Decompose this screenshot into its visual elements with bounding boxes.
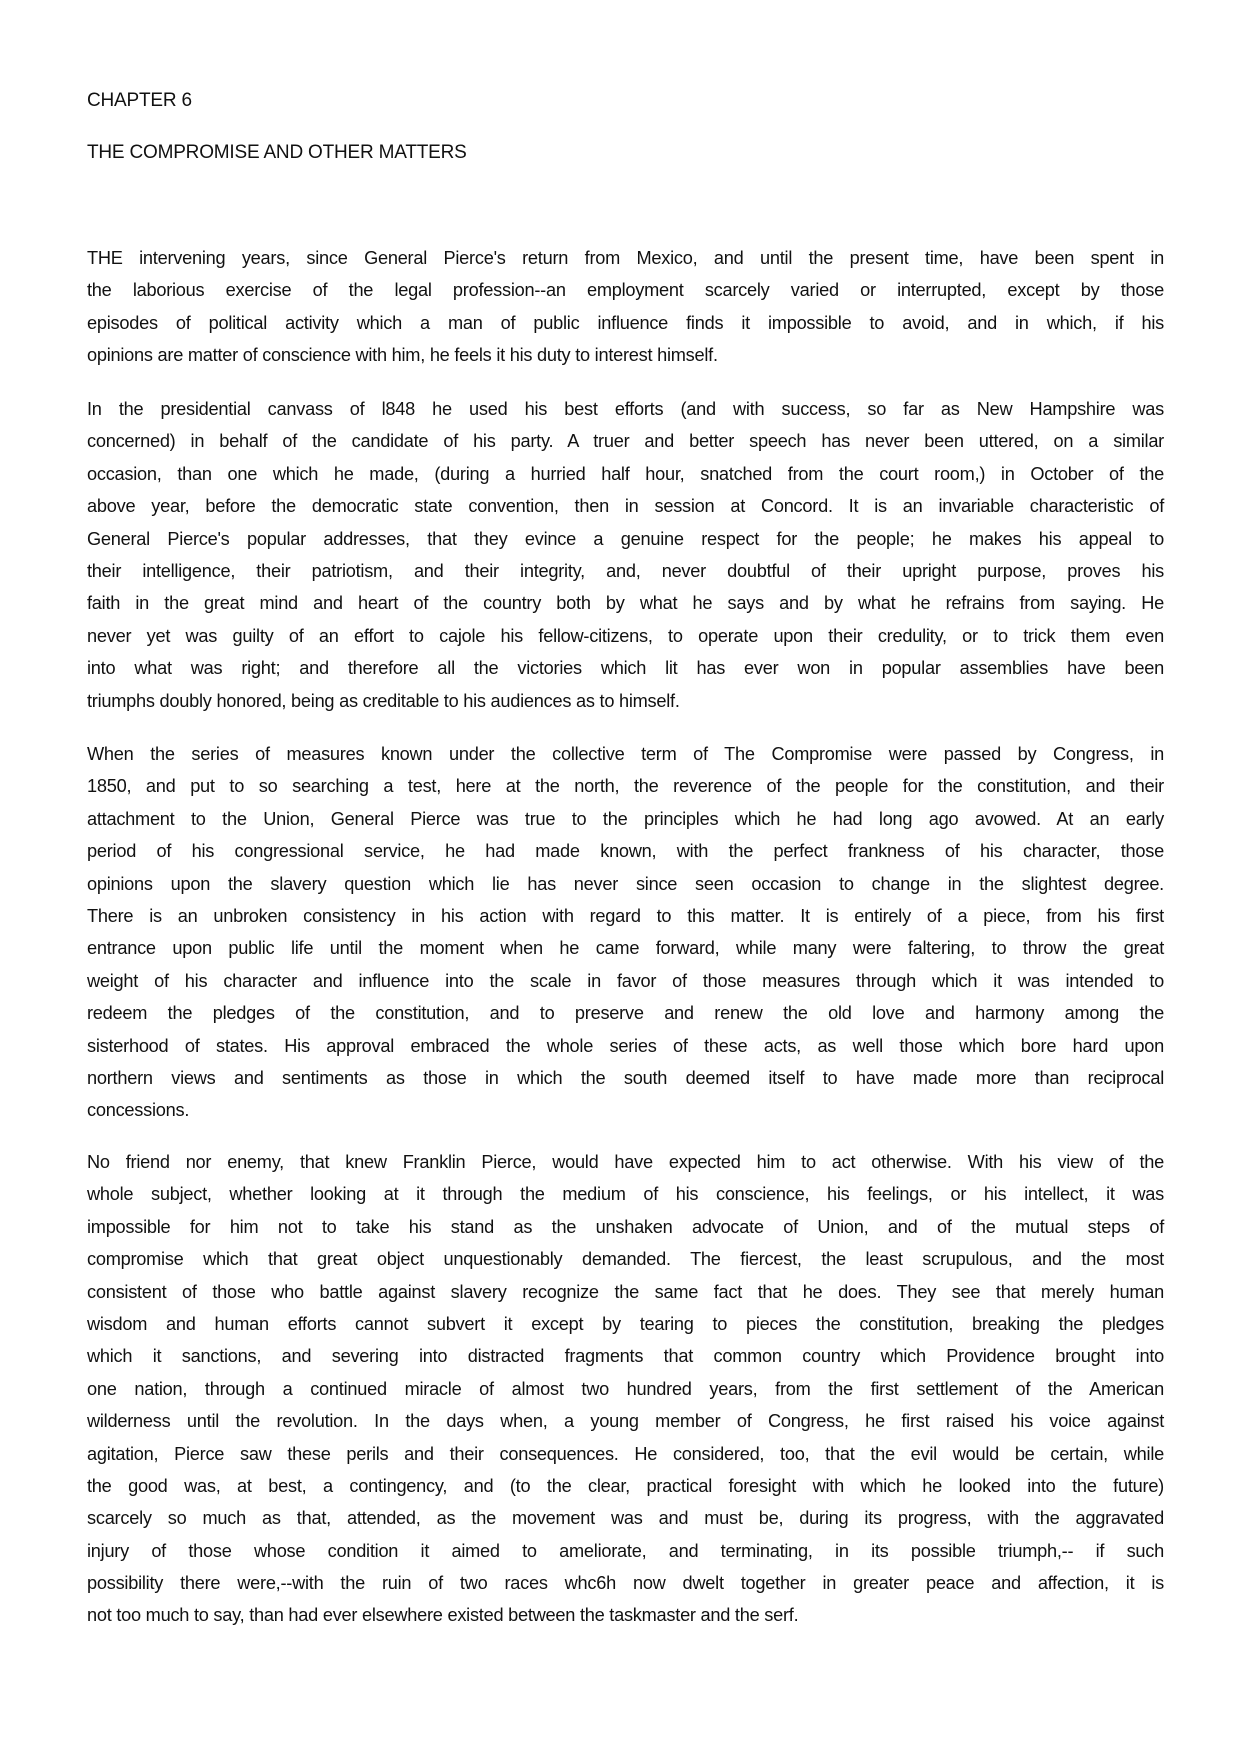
text-line: compromise which that great object unquestionably demanded. The fiercest, the least scrupulous, and the most [87, 1249, 1164, 1270]
text-line: agitation, Pierce saw these perils and their consequences. He considered, too, that the evil would be certain, while [87, 1443, 1164, 1464]
text-line: not too much to say, than had ever elsewhere existed between the taskmaster and the serf. [87, 1605, 799, 1626]
text-line: 1850, and put to so searching a test, here at the north, the reverence of the people for the constitution, and their [87, 776, 1164, 797]
text-line: their intelligence, their patriotism, and their integrity, and, never doubtful of their upright purpose, proves his [87, 560, 1164, 581]
text-line: opinions upon the slavery question which lie has never since seen occasion to change in the slightest degree. [87, 873, 1164, 894]
text-line: concessions. [87, 1100, 190, 1121]
text-line: never yet was guilty of an effort to cajole his fellow-citizens, to operate upon their credulity, or to trick them even [87, 625, 1164, 646]
text-line: which it sanctions, and severing into distracted fragments that common country which Providence brought into [87, 1346, 1164, 1367]
text-line: weight of his character and influence into the scale in favor of those measures through which it was intended to [87, 970, 1164, 991]
text-line: episodes of political activity which a man of public influence finds it impossible to avoid, and in which, if his [87, 312, 1164, 333]
text-line: wilderness until the revolution. In the days when, a young member of Congress, he first raised his voice against [87, 1411, 1164, 1432]
text-line: There is an unbroken consistency in his action with regard to this matter. It is entirely of a piece, from his first [87, 905, 1164, 926]
chapter-title: THE COMPROMISE AND OTHER MATTERS [87, 142, 467, 163]
text-line: one nation, through a continued miracle of almost two hundred years, from the first settlement of the American [87, 1378, 1164, 1399]
text-line: scarcely so much as that, attended, as the movement was and must be, during its progress, with the aggravated [87, 1508, 1164, 1529]
text-line: concerned) in behalf of the candidate of his party. A truer and better speech has never been uttered, on a similar [87, 431, 1164, 452]
text-line: When the series of measures known under the collective term of The Compromise were passed by Congress, in [87, 744, 1164, 764]
text-line: possibility there were,--with the ruin of two races whc6h now dwelt together in greater peace and affection, it is [87, 1573, 1164, 1594]
paragraph [87, 393, 1164, 717]
text-line: wisdom and human efforts cannot subvert it except by tearing to pieces the constitution, breaking the pledges [87, 1313, 1164, 1334]
chapter-label: CHAPTER 6 [87, 90, 192, 111]
paragraph [87, 242, 1164, 372]
text-line: attachment to the Union, General Pierce was true to the principles which he had long ago avowed. At an early [87, 808, 1164, 829]
text-line: impossible for him not to take his stand as the unshaken advocate of Union, and of the mutual steps of [87, 1216, 1164, 1237]
text-line: In the presidential canvass of l848 he used his best efforts (and with success, so far as New Hampshire was [87, 399, 1164, 419]
paragraph [87, 1146, 1164, 1632]
text-line: the laborious exercise of the legal profession--an employment scarcely varied or interrupted, except by those [87, 280, 1164, 301]
text-line: redeem the pledges of the constitution, and to preserve and renew the old love and harmony among the [87, 1003, 1164, 1024]
text-line: triumphs doubly honored, being as creditable to his audiences as to himself. [87, 690, 680, 711]
text-line: opinions are matter of conscience with him, he feels it his duty to interest himself. [87, 345, 718, 366]
text-line: faith in the great mind and heart of the country both by what he says and by what he refrains from saying. He [87, 593, 1164, 614]
text-line: the good was, at best, a contingency, and (to the clear, practical foresight with which he looked into the future) [87, 1475, 1164, 1496]
text-line: entrance upon public life until the moment when he came forward, while many were faltering, to throw the great [87, 938, 1164, 959]
text-line: consistent of those who battle against slavery recognize the same fact that he does. They see that merely human [87, 1281, 1164, 1302]
text-line: period of his congressional service, he had made known, with the perfect frankness of his character, those [87, 841, 1164, 862]
text-line: into what was right; and therefore all the victories which lit has ever won in popular assemblies have been [87, 658, 1164, 679]
text-line: above year, before the democratic state convention, then in session at Concord. It is an invariable characteristic of [87, 496, 1164, 517]
text-line: sisterhood of states. His approval embraced the whole series of these acts, as well those which bore hard upon [87, 1035, 1164, 1056]
text-line: northern views and sentiments as those in which the south deemed itself to have made more than reciprocal [87, 1067, 1164, 1088]
text-line: THE intervening years, since General Pierce's return from Mexico, and until the present time, have been spent in [87, 248, 1164, 268]
paragraph [87, 738, 1164, 1127]
text-line: occasion, than one which he made, (during a hurried half hour, snatched from the court room,) in October of the [87, 463, 1164, 484]
text-line: whole subject, whether looking at it through the medium of his conscience, his feelings, or his intellect, it was [87, 1184, 1164, 1205]
text-line: General Pierce's popular addresses, that they evince a genuine respect for the people; he makes his appeal to [87, 528, 1164, 549]
text-line: injury of those whose condition it aimed to ameliorate, and terminating, in its possible triumph,-- if such [87, 1540, 1164, 1561]
text-line: No friend nor enemy, that knew Franklin Pierce, would have expected him to act otherwise. With his view of the [87, 1152, 1164, 1172]
